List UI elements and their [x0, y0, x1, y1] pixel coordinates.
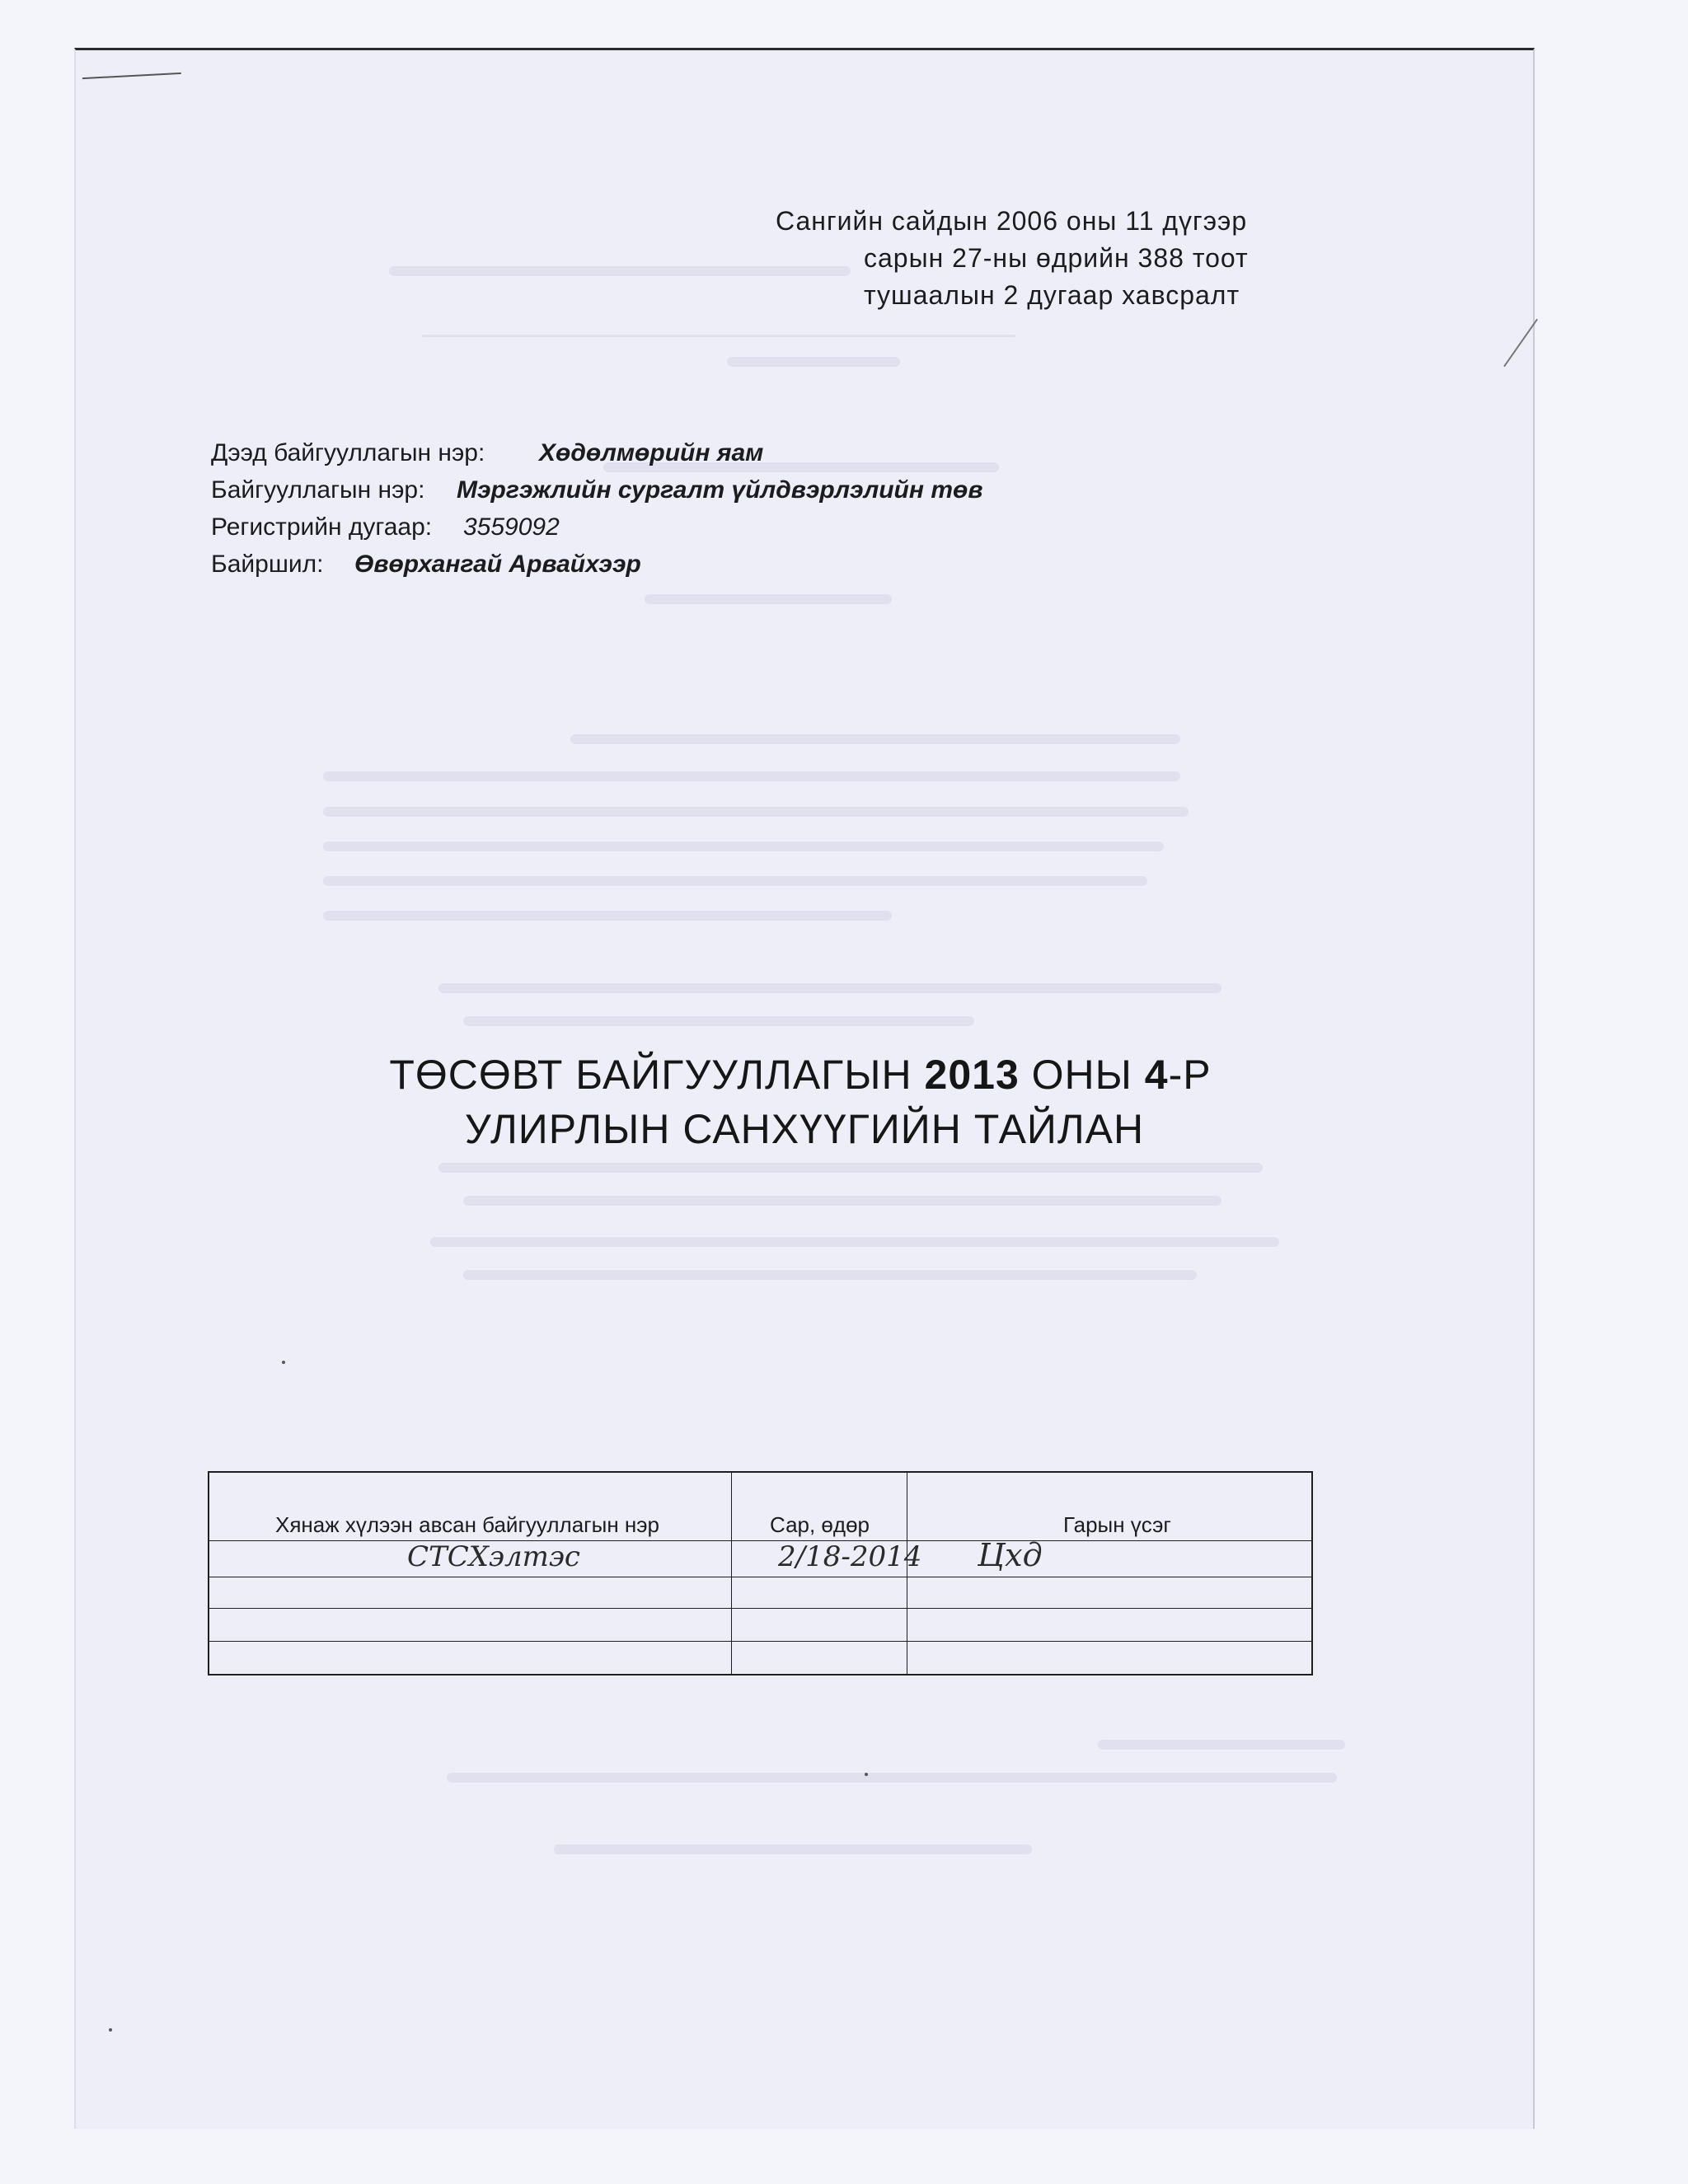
scan-edge-mark: [1503, 319, 1538, 367]
table-header-org: Хянаж хүлээн авсан байгууллагын нэр: [275, 1512, 659, 1537]
info-label: Байршил:: [211, 551, 324, 578]
info-value: 3559092: [463, 513, 560, 541]
appendix-line: Сангийн сайдын 2006 оны 11 дүгээр: [776, 206, 1248, 236]
bleed-through: [570, 734, 1180, 744]
bleed-through: [323, 841, 1164, 851]
bleed-through: [447, 1773, 1337, 1783]
report-title-line: УЛИРЛЫН САНХҮҮГИЙН ТАЙЛАН: [464, 1106, 1145, 1152]
title-part: ТӨСӨВТ БАЙГУУЛЛАГЫН: [389, 1052, 925, 1098]
bleed-through: [554, 1844, 1032, 1854]
bleed-through: [323, 771, 1180, 781]
appendix-line: сарын 27-ны өдрийн 388 тоот: [864, 243, 1249, 273]
info-label: Дээд байгууллагын нэр:: [211, 439, 485, 466]
info-label: Байгууллагын нэр:: [211, 476, 425, 504]
bleed-through: [463, 1196, 1221, 1206]
handwritten-date: 2/18-2014: [778, 1540, 922, 1573]
appendix-note: [776, 203, 1249, 314]
document-page: [74, 48, 1535, 2129]
handwritten-signature: Цхд: [978, 1537, 1043, 1573]
table-header-signature: Гарын үсэг: [1063, 1512, 1171, 1537]
bleed-through: [1098, 1740, 1345, 1750]
info-value: Өвөрхангай Арвайхээр: [354, 551, 641, 578]
scan-speck: [109, 2028, 112, 2032]
title-part: ОНЫ: [1019, 1052, 1145, 1098]
bleed-through: [438, 1163, 1263, 1173]
review-table: [208, 1471, 1313, 1675]
scan-speck: [865, 1773, 868, 1776]
bleed-through: [727, 357, 900, 367]
info-label: Регистрийн дугаар:: [211, 513, 433, 541]
table-divider: [731, 1473, 732, 1674]
bleed-through: [422, 335, 1015, 337]
report-title: [76, 1047, 1533, 1156]
bleed-through: [323, 807, 1189, 817]
scan-edge-mark: [82, 73, 181, 84]
bleed-through: [438, 983, 1221, 993]
title-year: 2013: [924, 1052, 1020, 1098]
appendix-line: тушаалын 2 дугаар хавсралт: [864, 280, 1240, 310]
scan-speck: [282, 1361, 285, 1364]
title-quarter: 4: [1144, 1052, 1169, 1098]
info-value: Хөдөлмөрийн яам: [539, 439, 764, 466]
table-divider: [209, 1641, 1311, 1642]
table-header-date: Сар, өдөр: [770, 1512, 870, 1537]
bleed-through: [323, 876, 1147, 886]
report-title-line: [76, 1047, 1533, 1102]
bleed-through: [645, 594, 892, 604]
table-divider: [209, 1608, 1311, 1609]
info-value: Мэргэжлийн сургалт үйлдвэрлэлийн төв: [457, 476, 983, 504]
bleed-through: [463, 1270, 1197, 1280]
title-part: -Р: [1168, 1052, 1212, 1098]
bleed-through: [463, 1016, 974, 1026]
bleed-through: [323, 911, 892, 921]
bleed-through: [430, 1237, 1279, 1247]
table-divider: [209, 1540, 1311, 1541]
handwritten-org-name: СТСХэлтэс: [407, 1540, 580, 1573]
